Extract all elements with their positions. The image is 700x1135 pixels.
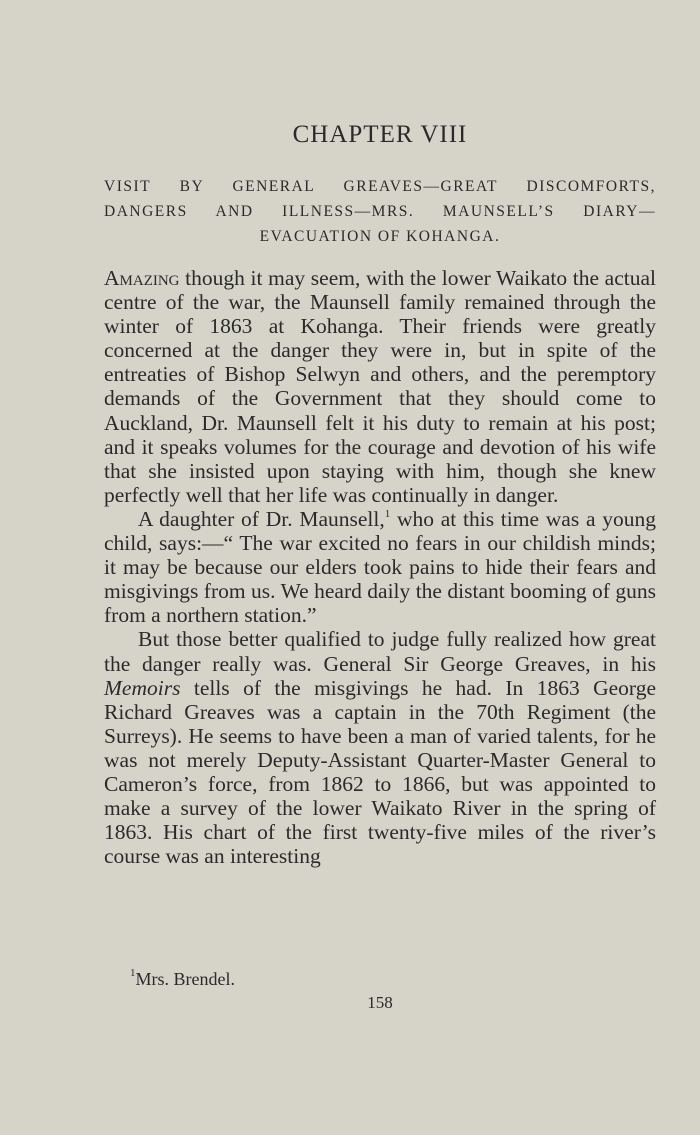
paragraph-2-text-a: A daughter of Dr. Maunsell, (138, 506, 385, 531)
book-title-memoirs: Memoirs (104, 675, 181, 700)
paragraph-3-text-b: tells of the misgivings he had. In 1863 George Richard Greaves was a captain in the 70th Regiment (the Surreys). He seems to have been a man of varied talents, for he was not merely Deputy-Assistant Quarter-Master General to Cameron’s force, from 1862 to 1866, but was appointed to make a survey of the lower Waikato River in the spring of 1863. His chart of the first twenty-five miles of the river’s course was an interesting (104, 675, 656, 869)
footnote (130, 969, 235, 990)
paragraph-2 (104, 507, 656, 627)
footnote-mark: 1 (130, 967, 136, 979)
paragraph-1 (104, 266, 656, 507)
paragraph-1-text: though it may seem, with the lower Waikato the actual centre of the war, the Maunsell family remained through the winter of 1863 at Kohanga. Their friends were greatly concerned at the danger they were in, but in spite of the entreaties of Bishop Selwyn and others, and the peremptory demands of the Government that they should come to Auckland, Dr. Maunsell felt it his duty to remain at his post; and it speaks volumes for the courage and devotion of his wife that she insisted upon staying with him, though she knew perfectly well that her life was continually in danger. (104, 266, 656, 507)
chapter-title: CHAPTER VIII (292, 121, 468, 148)
paragraph-2-text-b: who at this time was a young child, says:—“ The war excited no fears in our childish minds; it may be because our elders took pains to hide their fears and misgivings from us. We heard daily the distant booming of guns from a northern station.” (104, 506, 656, 628)
body-text (104, 266, 656, 868)
page-number: 158 (367, 993, 393, 1012)
chapter-synopsis-line-2: DANGERS AND ILLNESS—MRS. MAUNSELL’S DIARY— (104, 203, 656, 220)
footnote-text: Mrs. Brendel. (135, 969, 235, 989)
paragraph-3-text-a: But those better qualified to judge fully realized how great the danger really was. General Sir George Greaves, in his (104, 627, 656, 676)
footnote-reference: 1 (384, 507, 391, 520)
chapter-synopsis-line-1: VISIT BY GENERAL GREAVES—GREAT DISCOMFORTS, (104, 178, 656, 195)
paragraph-3 (104, 627, 656, 868)
chapter-synopsis-line-3: EVACUATION OF KOHANGA. (259, 228, 501, 245)
drop-lead-word: Amazing (104, 266, 180, 290)
